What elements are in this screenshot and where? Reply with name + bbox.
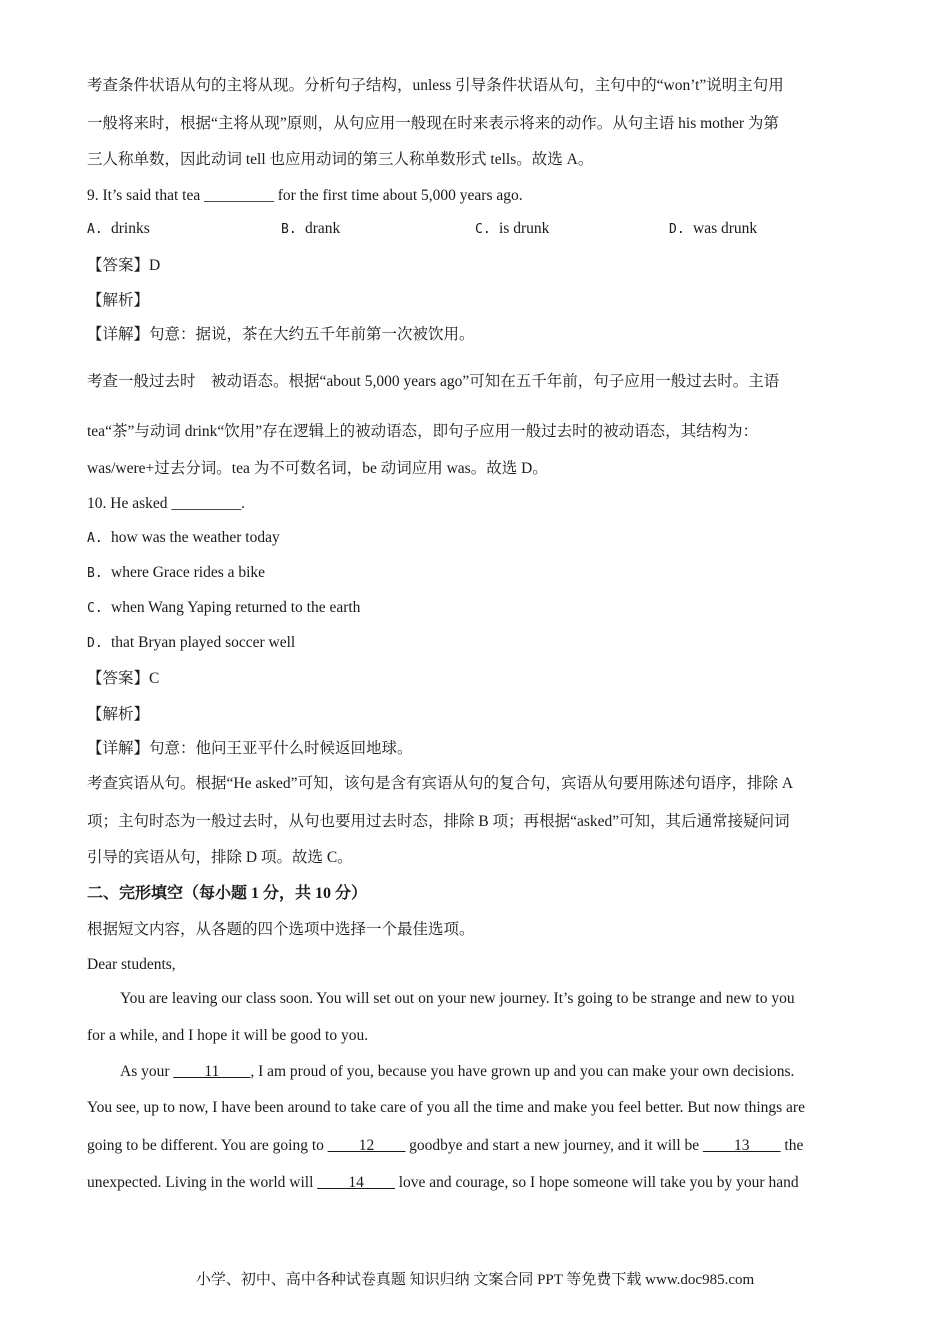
q9-option-d: D. was drunk [669, 220, 758, 237]
q10-analysis-label: 【解析】 [87, 706, 150, 723]
blank-12: ____12____ [327, 1137, 406, 1154]
letter-greeting: Dear students, [87, 956, 176, 973]
passage-p1-line-2: for a while, and I hope it will be good to you. [87, 1027, 369, 1044]
q8-analysis-line-3: 三人称单数，因此动词 tell 也应用动词的第三人称单数形式 tells。故选 A。 [87, 151, 594, 168]
q9-analysis-label: 【解析】 [87, 292, 150, 309]
q10-question: 10. He asked _________. [87, 495, 245, 512]
passage-p2-line-4: unexpected. Living in the world will ____14____ love and courage, so I hope someone will take you by your hand [87, 1174, 799, 1191]
blank-14: ____14____ [317, 1174, 395, 1191]
q10-explanation-3: 引导的宾语从句，排除 D 项。故选 C。 [87, 849, 353, 866]
section-2-title: 二、完形填空（每小题 1 分，共 10 分） [87, 885, 368, 902]
q10-answer: 【答案】C [87, 670, 160, 687]
q10-explanation-1: 考查宾语从句。根据“He asked”可知，该句是含有宾语从句的复合句，宾语从句要用陈述句语序，排除 A [87, 775, 794, 792]
q9-option-a: A. drinks [87, 220, 150, 237]
section-2-instruction: 根据短文内容，从各题的四个选项中选择一个最佳选项。 [87, 921, 475, 938]
q10-detail: 【详解】句意：他问王亚平什么时候返回地球。 [87, 740, 413, 757]
q9-question: 9. It’s said that tea _________ for the first time about 5,000 years ago. [87, 187, 523, 204]
q8-analysis-line-1: 考查条件状语从句的主将从现。分析句子结构，unless 引导条件状语从句，主句中的“won’t”说明主句用 [87, 77, 784, 94]
passage-p1-line-1: You are leaving our class soon. You will set out on your new journey. It’s going to be strange and new to you [120, 990, 795, 1007]
q10-option-b: B. where Grace rides a bike [87, 564, 266, 581]
q9-detail: 【详解】句意：据说，茶在大约五千年前第一次被饮用。 [87, 326, 475, 343]
passage-p2-line-3: going to be different. You are going to ____12____ goodbye and start a new journey, and it will be ____13____ the [87, 1137, 804, 1154]
q8-analysis-line-2: 一般将来时，根据“主将从现”原则，从句应用一般现在时来表示将来的动作。从句主语 his mother 为第 [87, 115, 779, 132]
q9-answer: 【答案】D [87, 257, 161, 274]
q9-option-c: C. is drunk [475, 220, 550, 237]
q9-explanation-3: was/were+过去分词。tea 为不可数名词，be 动词应用 was。故选 D。 [87, 460, 548, 477]
q10-option-a: A. how was the weather today [87, 529, 280, 546]
passage-p2-line-2: You see, up to now, I have been around to take care of you all the time and make you feel better. But now things are [87, 1099, 805, 1116]
page-footer: 小学、初中、高中各种试卷真题 知识归纳 文案合同 PPT 等免费下载 www.doc985.com [195, 1272, 755, 1288]
q9-options [87, 220, 867, 240]
blank-11: ____11____ [173, 1063, 251, 1080]
q9-explanation-2: tea“茶”与动词 drink“饮用”存在逻辑上的被动语态，即句子应用一般过去时的被动语态，其结构为： [87, 423, 759, 440]
q9-explanation-1: 考查一般过去时 被动语态。根据“about 5,000 years ago”可知在五千年前，句子应用一般过去时。主语 [87, 373, 780, 390]
q10-option-c: C. when Wang Yaping returned to the earth [87, 599, 361, 616]
blank-13: ____13____ [703, 1137, 781, 1154]
passage-p2-line-1: As your ____11____, I am proud of you, because you have grown up and you can make your own decisions. [120, 1063, 795, 1080]
q10-option-d: D. that Bryan played soccer well [87, 634, 296, 651]
q10-explanation-2: 项；主句时态为一般过去时，从句也要用过去时态，排除 B 项；再根据“asked”可知，其后通常接疑问词 [87, 813, 790, 830]
q9-option-b: B. drank [281, 220, 341, 237]
